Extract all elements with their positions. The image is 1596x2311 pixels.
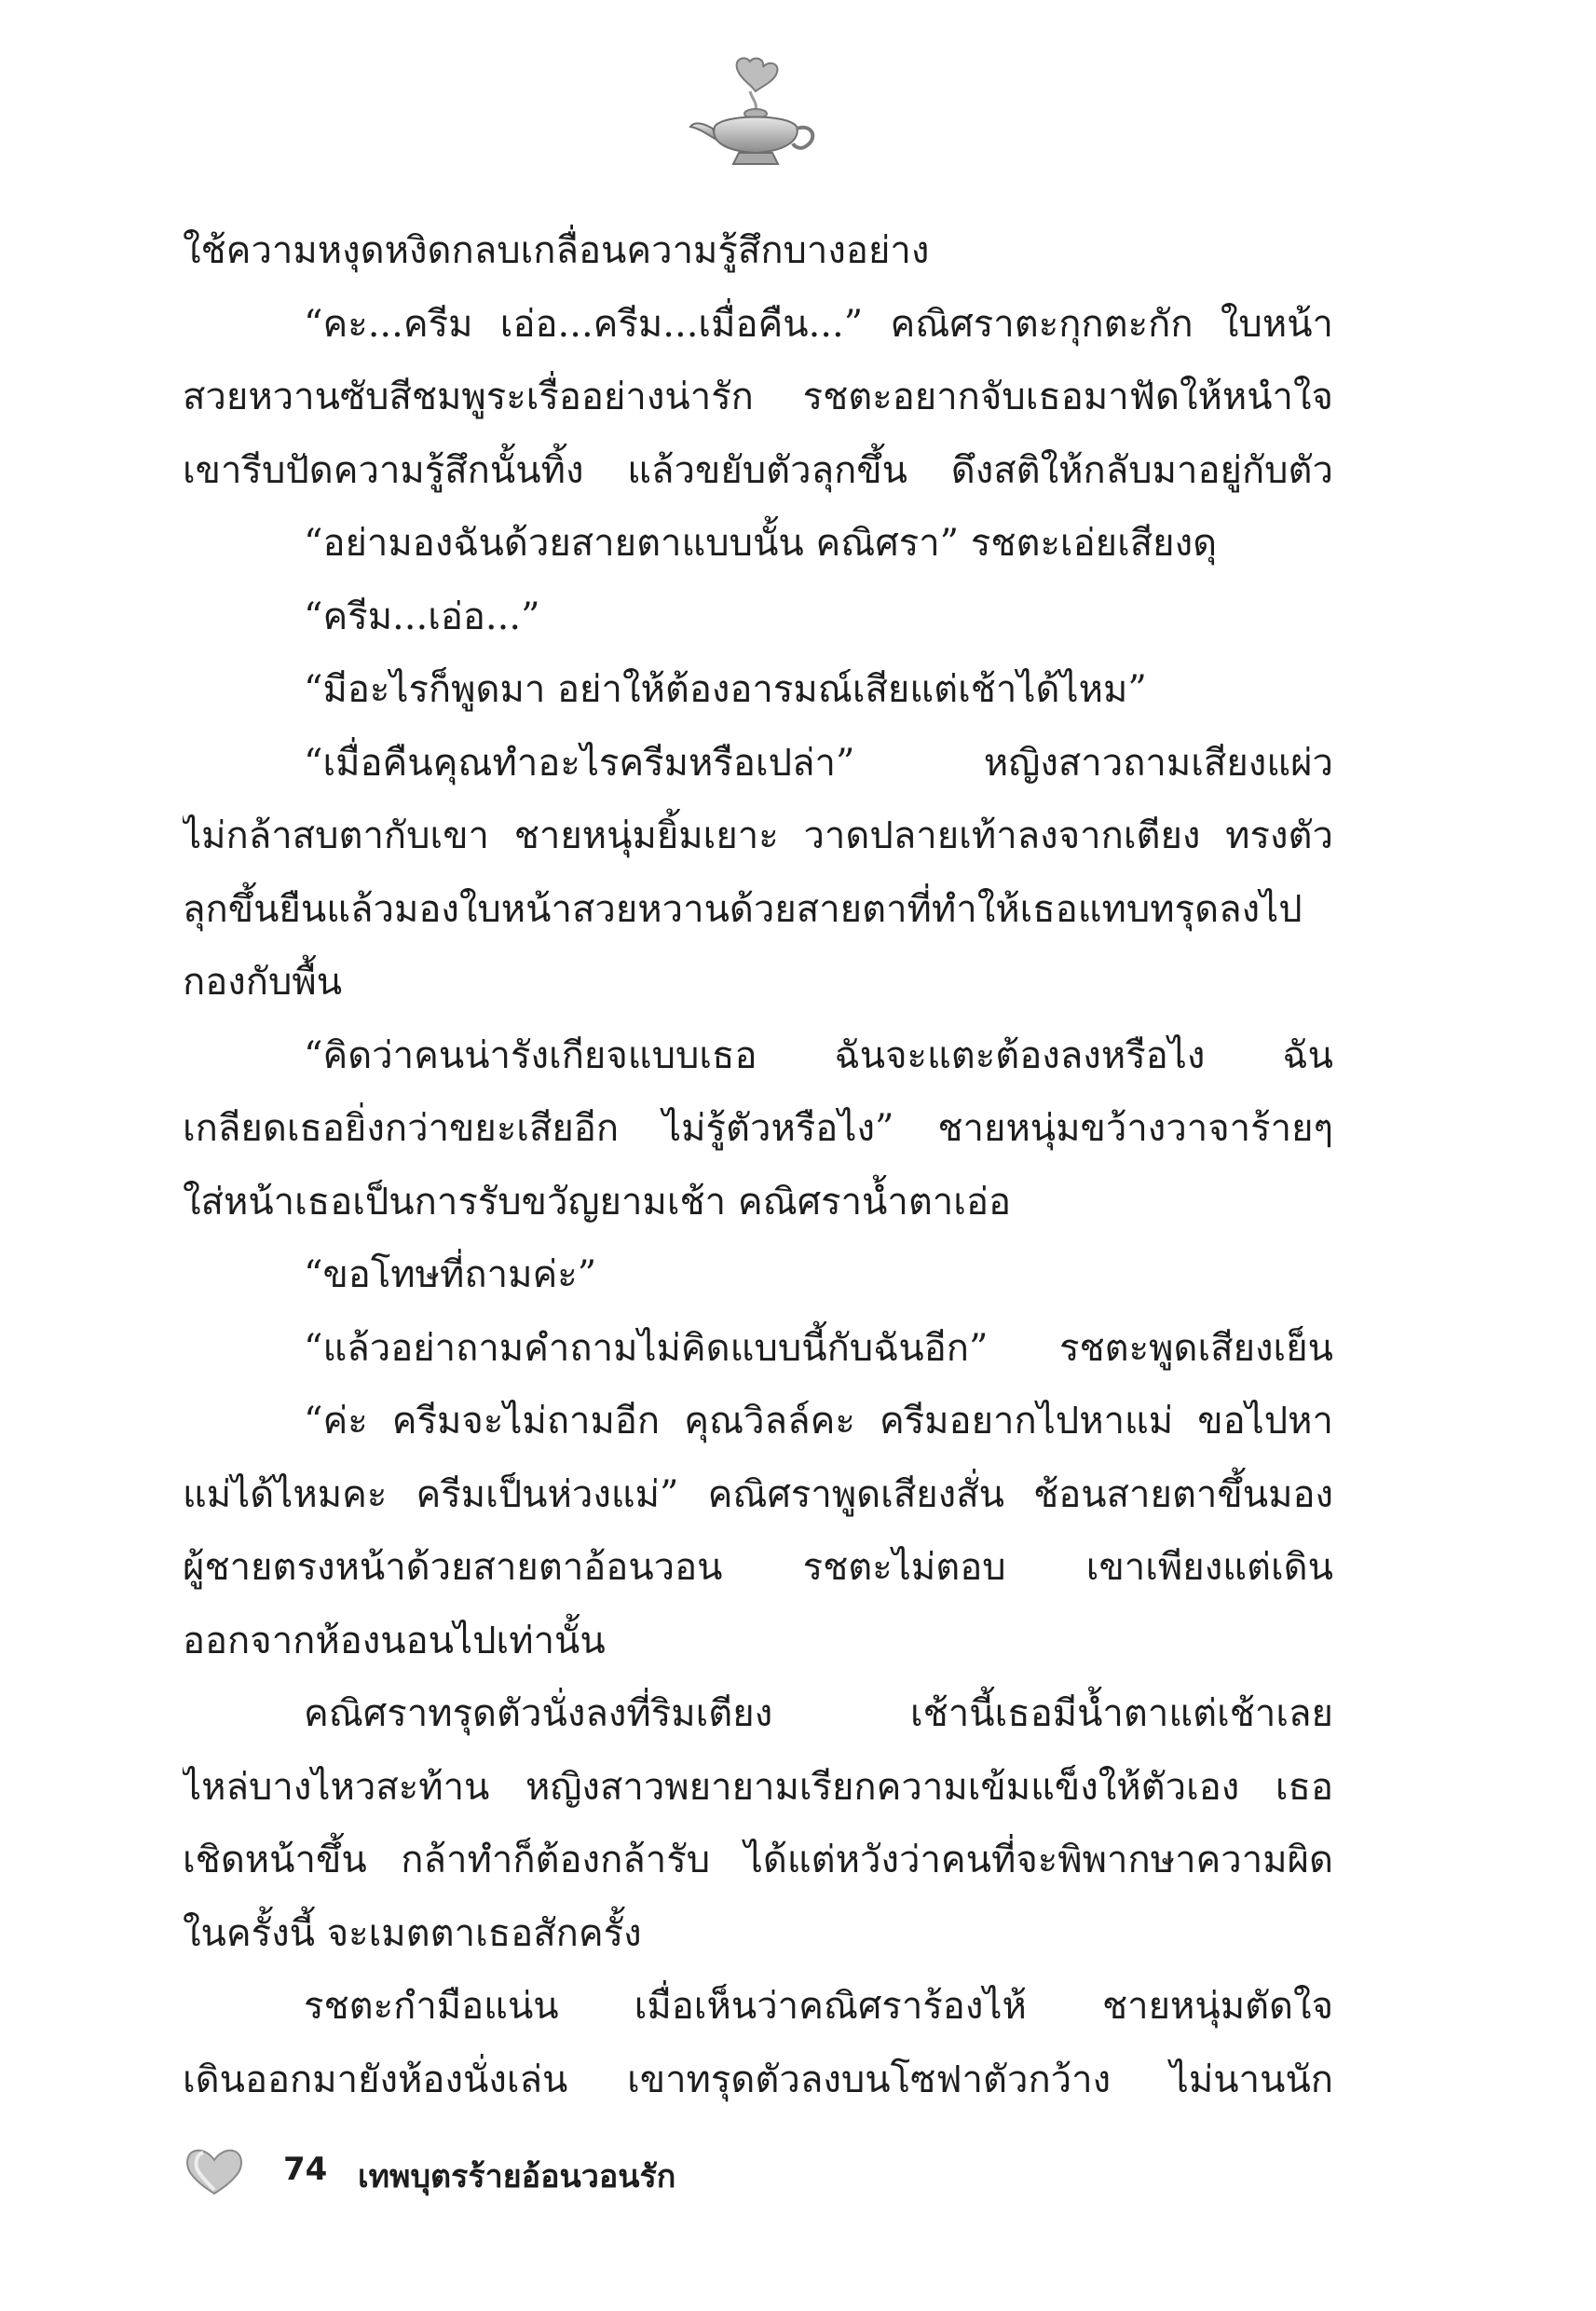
text-line: คณิศราทรุดตัวนั่งลงที่ริมเตียง เช้านี้เธอมีน้ำตาแต่เช้าเลย <box>304 1692 1333 1735</box>
text-line: แม่ได้ไหมคะ ครีมเป็นห่วงแม่” คณิศราพูดเสียงสั่น ช้อนสายตาขึ้นมอง <box>183 1472 1333 1516</box>
text-line: ลุกขึ้นยืนแล้วมองใบหน้าสวยหวานด้วยสายตาที่ทำให้เธอแทบทรุดลงไป <box>183 887 1303 931</box>
book-title: เทพบุตรร้ายอ้อนวอนรัก <box>358 2158 676 2195</box>
text-line: “ค่ะ ครีมจะไม่ถามอีก คุณวิลล์คะ ครีมอยากไปหาแม่ ขอไปหา <box>304 1400 1333 1443</box>
text-line: “มีอะไรก็พูดมา อย่าให้ต้องอารมณ์เสียแต่เช้าได้ไหม” <box>304 668 1147 711</box>
chapter-text <box>183 214 1333 2116</box>
text-line: “ขอโทษที่ถามค่ะ” <box>304 1253 597 1296</box>
text-line: เชิดหน้าขึ้น กล้าทำก็ต้องกล้ารับ ได้แต่หวังว่าคนที่จะพิพากษาความผิด <box>183 1839 1333 1881</box>
text-line: “แล้วอย่าถามคำถามไม่คิดแบบนี้กับฉันอีก” รชตะพูดเสียงเย็น <box>304 1326 1333 1370</box>
text-line: ใช้ความหงุดหงิดกลบเกลื่อนความรู้สึกบางอย่าง <box>183 229 930 272</box>
page-number: 74 <box>283 2151 328 2188</box>
text-line: “เมื่อคืนคุณทำอะไรครีมหรือเปล่า” หญิงสาวถามเสียงแผ่ว <box>304 741 1333 785</box>
text-line: สวยหวานซับสีชมพูระเรื่ออย่างน่ารัก รชตะอยากจับเธอมาฟัดให้หนำใจ <box>183 376 1333 418</box>
text-line: ใส่หน้าเธอเป็นการรับขวัญยามเช้า คณิศราน้ำตาเอ่อ <box>183 1180 1011 1224</box>
text-line: รชตะกำมือแน่น เมื่อเห็นว่าคณิศราร้องไห้ ชายหนุ่มตัดใจ <box>304 1985 1333 2028</box>
text-line: ผู้ชายตรงหน้าด้วยสายตาอ้อนวอน รชตะไม่ตอบ เขาเพียงแต่เดิน <box>183 1546 1333 1589</box>
text-line: ออกจากห้องนอนไปเท่านั้น <box>183 1619 606 1662</box>
genie-lamp-icon <box>685 54 825 175</box>
text-line: เขารีบปัดความรู้สึกนั้นทิ้ง แล้วขยับตัวลุกขึ้น ดึงสติให้กลับมาอยู่กับตัว <box>183 448 1333 492</box>
text-line: “อย่ามองฉันด้วยสายตาแบบนั้น คณิศรา” รชตะเอ่ยเสียงดุ <box>304 522 1218 565</box>
text-line: ไหล่บางไหวสะท้าน หญิงสาวพยายามเรียกความเข้มแข็งให้ตัวเอง เธอ <box>183 1765 1333 1809</box>
heart-icon <box>183 2145 248 2197</box>
text-line: กองกับพื้น <box>183 961 343 1004</box>
text-line: ในครั้งนี้ จะเมตตาเธอสักครั้ง <box>183 1911 642 1955</box>
text-line: “คิดว่าคนน่ารังเกียจแบบเธอ ฉันจะแตะต้องลงหรือไง ฉัน <box>304 1033 1333 1077</box>
text-line: เดินออกมายังห้องนั่งเล่น เขาทรุดตัวลงบนโซฟาตัวกว้าง ไม่นานนัก <box>183 2058 1333 2101</box>
page-footer <box>183 2145 1021 2201</box>
text-line: ไม่กล้าสบตากับเขา ชายหนุ่มยิ้มเยาะ วาดปลายเท้าลงจากเตียง ทรงตัว <box>183 814 1333 857</box>
text-line: เกลียดเธอยิ่งกว่าขยะเสียอีก ไม่รู้ตัวหรือไง” ชายหนุ่มขว้างวาจาร้ายๆ <box>183 1107 1333 1150</box>
text-line: “คะ...ครีม เอ่อ...ครีม...เมื่อคืน...” คณิศราตะกุกตะกัก ใบหน้า <box>304 302 1333 346</box>
text-line: “ครีม...เอ่อ...” <box>304 595 540 638</box>
